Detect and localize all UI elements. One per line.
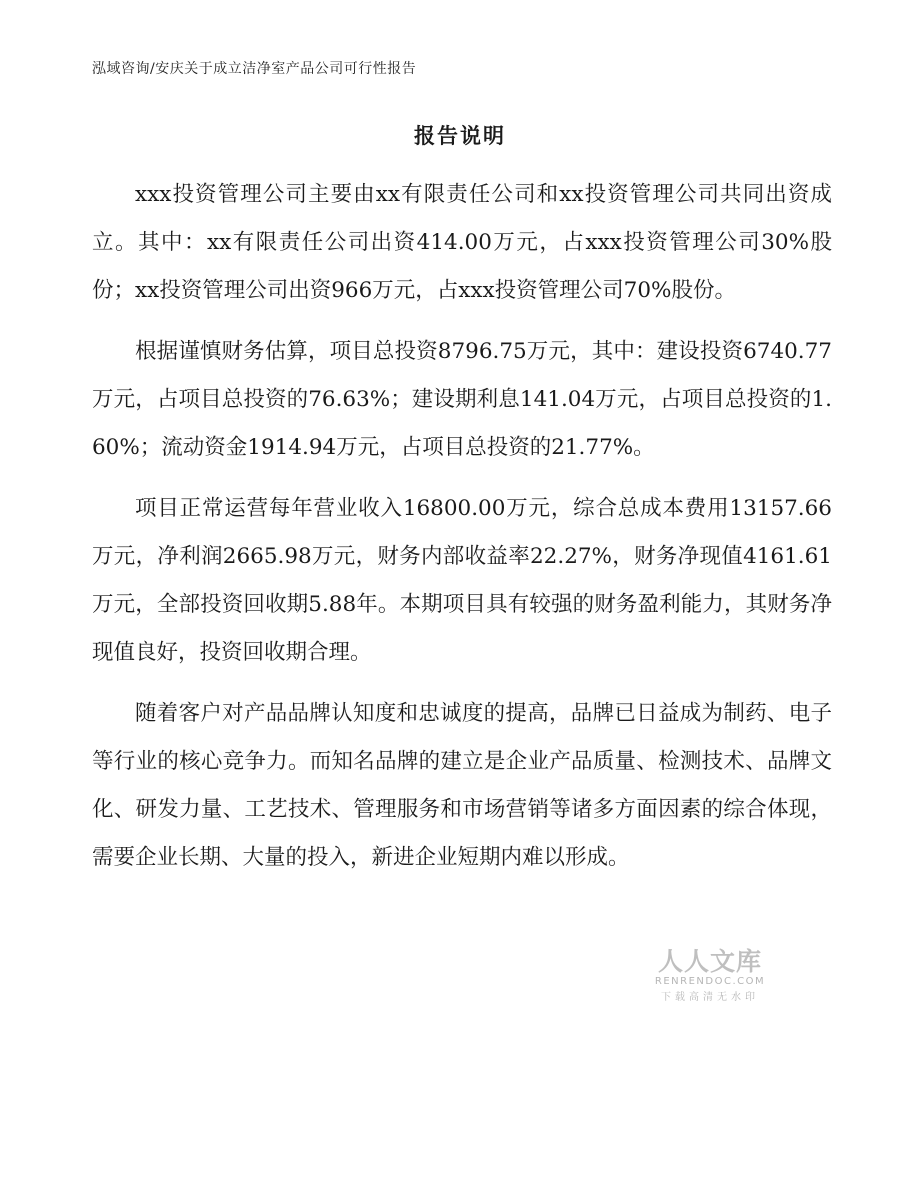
paragraph-financials: 项目正常运营每年营业收入16800.00万元，综合总成本费用13157.66万元，净利润2665.98万元，财务内部收益率22.27%，财务净现值4161.61万元，全部投资回收期5.88年。本期项目具有较强的财务盈利能力，其财务净现值良好，投资回收期合理。: [92, 496, 832, 665]
paragraph-shareholders: xxx投资管理公司主要由xx有限责任公司和xx投资管理公司共同出资成立。其中：xx有限责任公司出资414.00万元，占xxx投资管理公司30%股份；xx投资管理公司出资966万元，占xxx投资管理公司70%股份。: [92, 182, 832, 303]
document-body: [92, 171, 832, 895]
watermark-logo: 人人文库: [657, 947, 762, 976]
watermark-domain: RENRENDOC.COM: [654, 976, 766, 987]
watermark: [640, 942, 780, 1003]
watermark-slogan: 下载高清无水印: [661, 992, 759, 1003]
document-header-breadcrumb: 泓域咨询/安庆关于成立洁净室产品公司可行性报告: [92, 61, 417, 77]
paragraph-brand: 随着客户对产品品牌认知度和忠诚度的提高，品牌已日益成为制药、电子等行业的核心竞争力。而知名品牌的建立是企业产品质量、检测技术、品牌文化、研发力量、工艺技术、管理服务和市场营销等诸多方面因素的综合体现，需要企业长期、大量的投入，新进企业短期内难以形成。: [92, 701, 832, 870]
paragraph-investment: 根据谨慎财务估算，项目总投资8796.75万元，其中：建设投资6740.77万元，占项目总投资的76.63%；建设期利息141.04万元，占项目总投资的1.60%；流动资金1914.94万元，占项目总投资的21.77%。: [92, 339, 832, 460]
page-title: 报告说明: [414, 123, 506, 148]
